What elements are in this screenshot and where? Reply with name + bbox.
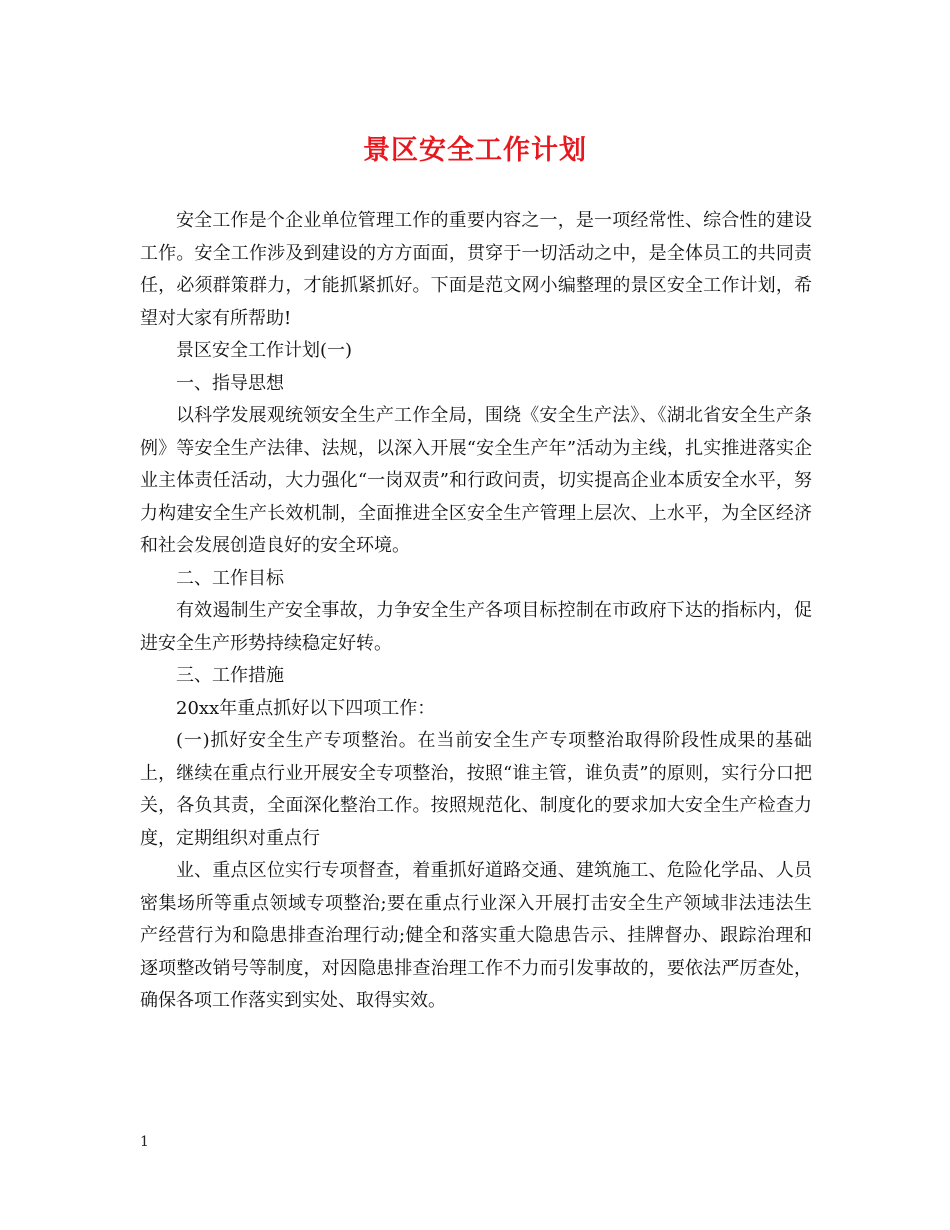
paragraph-key-tasks: 20xx年重点抓好以下四项工作： <box>176 697 436 719</box>
paragraph-intro: 安全工作是个企业单位管理工作的重要内容之一，是一项经常性、综合性的建设工作。安全工作涉及到建设的方方面面，贯穿于一切活动之中，是全体员工的共同责任，必须群策群力，才能抓紧抓好。下面是范文网小编整理的景区安全工作计划，希望对大家有所帮助! <box>140 210 812 329</box>
section-heading-work-measures: 三、工作措施 <box>176 665 284 686</box>
paragraph-measure-one: (一)抓好安全生产专项整治。在当前安全生产专项整治取得阶段性成果的基础上，继续在重点行业开展安全专项整治，按照“谁主管，谁负责”的原则，实行分口把关，各负其责，全面深化整治工作。按照规范化、制度化的要求加大安全生产检查力度，定期组织对重点行 <box>140 730 812 849</box>
document-body <box>140 205 812 1018</box>
paragraph-work-goals: 有效遏制生产安全事故，力争安全生产各项目标控制在市政府下达的指标内，促进安全生产形势持续稳定好转。 <box>140 600 812 654</box>
section-heading-work-goals: 二、工作目标 <box>176 567 284 589</box>
page-number: 1 <box>140 1134 149 1150</box>
section-heading-guiding-ideology: 一、指导思想 <box>176 372 284 394</box>
paragraph-guiding-ideology: 以科学发展观统领安全生产工作全局，围绕《安全生产法》、《湖北省安全生产条例》等安全生产法律、法规，以深入开展“安全生产年”活动为主线，扎实推进落实企业主体责任活动，大力强化“一岗双责”和行政问责，切实提高企业本质安全水平，努力构建安全生产长效机制，全面推进全区安全生产管理上层次、上水平，为全区经济和社会发展创造良好的安全环境。 <box>140 405 812 556</box>
paragraph-measure-one-continued: 业、重点区位实行专项督查，着重抓好道路交通、建筑施工、危险化学品、人员密集场所等重点领域专项整治;要在重点行业深入开展打击安全生产领域非法违法生产经营行为和隐患排查治理行动;健全和落实重大隐患告示、挂牌督办、跟踪治理和逐项整改销号等制度，对因隐患排查治理工作不力而引发事故的，要依法严厉查处，确保各项工作落实到实处、取得实效。 <box>140 860 812 1011</box>
document-title: 景区安全工作计划 <box>363 135 587 166</box>
section-heading-plan-one: 景区安全工作计划(一) <box>176 340 353 361</box>
